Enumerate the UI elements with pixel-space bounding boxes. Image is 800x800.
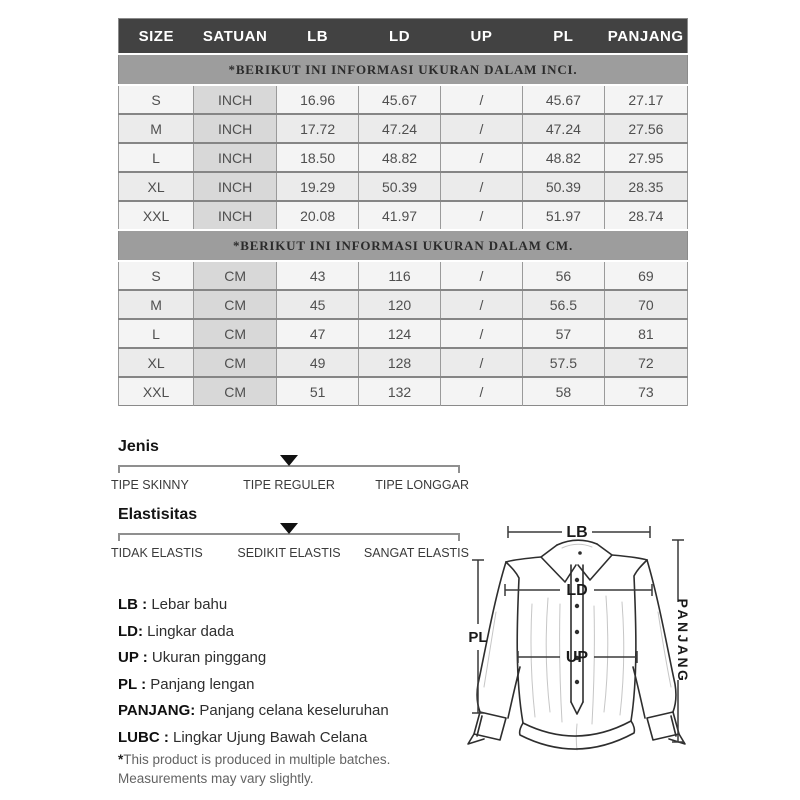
- lb-cell: 45: [277, 290, 359, 319]
- ld-cell: 45.67: [359, 85, 441, 114]
- jenis-title: Jenis: [118, 438, 159, 455]
- size-cell: M: [119, 290, 194, 319]
- legend-abbr: UP :: [118, 649, 148, 666]
- size-cell: M: [119, 114, 194, 143]
- satuan-cell: CM: [194, 377, 277, 406]
- up-measure-label: UP: [565, 649, 589, 666]
- placket-button: [575, 680, 579, 684]
- legend-item-lb: [118, 592, 389, 619]
- ld-cell: 124: [359, 319, 441, 348]
- legend-desc: Lebar bahu: [151, 596, 228, 613]
- up-measurement: [518, 649, 637, 666]
- legend-item-up: [118, 645, 389, 672]
- pl-cell: 50.39: [522, 172, 604, 201]
- legend-abbr: LB :: [118, 596, 148, 613]
- panjang-cell: 69: [604, 261, 687, 290]
- satuan-cell: INCH: [194, 114, 277, 143]
- lb-cell: 17.72: [277, 114, 359, 143]
- elastisitas-slider-labels: [111, 546, 469, 562]
- col-header-lb: LB: [277, 19, 359, 55]
- satuan-cell: INCH: [194, 201, 277, 230]
- footnote-star: *: [118, 752, 124, 767]
- jenis-option-skinny: TIPE SKINNY: [111, 478, 189, 492]
- table-row-cm-m: [119, 290, 688, 319]
- jenis-option-reguler: TIPE REGULER: [243, 478, 335, 492]
- elastisitas-option-tidak: TIDAK ELASTIS: [111, 546, 203, 560]
- jenis-slider-track: [118, 465, 460, 474]
- placket-button: [575, 604, 579, 608]
- ld-cell: 47.24: [359, 114, 441, 143]
- panjang-cell: 73: [604, 377, 687, 406]
- elastisitas-title: Elastisitas: [118, 506, 198, 523]
- ld-cell: 116: [359, 261, 441, 290]
- panjang-cell: 28.74: [604, 201, 687, 230]
- table-row-inch-xl: [119, 172, 688, 201]
- banner-inch-row: [119, 54, 688, 85]
- jenis-slider-labels: [111, 478, 469, 494]
- size-cell: S: [119, 261, 194, 290]
- panjang-measure-label: PANJANG: [675, 598, 691, 684]
- pl-cell: 58: [522, 377, 604, 406]
- table-row-inch-xxl: [119, 201, 688, 230]
- size-cell: L: [119, 143, 194, 172]
- legend-desc: Ukuran pinggang: [151, 649, 267, 666]
- pl-cell: 57.5: [522, 348, 604, 377]
- size-cell: XL: [119, 348, 194, 377]
- table-row-cm-s: [119, 261, 688, 290]
- lb-cell: 43: [277, 261, 359, 290]
- elastisitas-option-sangat: SANGAT ELASTIS: [363, 546, 469, 560]
- satuan-cell: INCH: [194, 172, 277, 201]
- lb-measure-label: LB: [566, 524, 588, 541]
- panjang-cell: 70: [604, 290, 687, 319]
- up-cell: /: [441, 85, 523, 114]
- size-cell: XXL: [119, 377, 194, 406]
- lb-cell: 51: [277, 377, 359, 406]
- lb-cell: 16.96: [277, 85, 359, 114]
- up-cell: /: [441, 261, 523, 290]
- col-header-panjang: PANJANG: [604, 19, 687, 55]
- table-row-cm-l: [119, 319, 688, 348]
- ld-measurement: [505, 582, 652, 599]
- legend-desc: Lingkar Ujung Bawah Celana: [173, 728, 368, 746]
- up-cell: /: [441, 201, 523, 230]
- elastisitas-option-sedikit: SEDIKIT ELASTIS: [237, 546, 341, 560]
- size-table: [118, 18, 688, 406]
- col-header-pl: PL: [522, 19, 604, 55]
- up-cell: /: [441, 143, 523, 172]
- shirt-wrinkle-lines: [484, 544, 671, 750]
- satuan-cell: INCH: [194, 85, 277, 114]
- table-row-cm-xxl: [119, 377, 688, 406]
- panjang-cell: 27.95: [604, 143, 687, 172]
- table-row-inch-m: [119, 114, 688, 143]
- satuan-cell: CM: [194, 261, 277, 290]
- footnote-line2: Measurements may vary slightly.: [118, 771, 314, 786]
- pl-measure-label: PL: [468, 629, 488, 646]
- lb-cell: 19.29: [277, 172, 359, 201]
- size-cell: XXL: [119, 201, 194, 230]
- footnote-line1-text: This product is produced in multiple batches.: [123, 752, 391, 767]
- up-cell: /: [441, 114, 523, 143]
- satuan-cell: CM: [194, 348, 277, 377]
- lb-cell: 47: [277, 319, 359, 348]
- collar-button: [578, 551, 582, 555]
- legend-abbr: LUBC :: [118, 728, 169, 746]
- panjang-measurement: [672, 540, 691, 742]
- ld-cell: 41.97: [359, 201, 441, 230]
- legend-abbr: PL :: [118, 675, 147, 693]
- size-cell: L: [119, 319, 194, 348]
- pl-cell: 51.97: [522, 201, 604, 230]
- placket-button: [575, 630, 579, 634]
- lb-cell: 20.08: [277, 201, 359, 230]
- lb-cell: 18.50: [277, 143, 359, 172]
- col-header-up: UP: [441, 19, 523, 55]
- pl-cell: 45.67: [522, 85, 604, 114]
- satuan-cell: CM: [194, 290, 277, 319]
- pl-cell: 47.24: [522, 114, 604, 143]
- shirt-outline: [468, 540, 685, 749]
- legend-item-pl: [118, 672, 389, 699]
- ld-cell: 128: [359, 348, 441, 377]
- legend-item-ld: [118, 619, 389, 646]
- table-row-inch-l: [119, 143, 688, 172]
- ld-cell: 132: [359, 377, 441, 406]
- up-cell: /: [441, 290, 523, 319]
- col-header-satuan: SATUAN: [194, 19, 277, 55]
- col-header-size: SIZE: [119, 19, 194, 55]
- jenis-option-longgar: TIPE LONGGAR: [375, 478, 469, 492]
- legend-desc: Panjang celana keseluruhan: [199, 702, 389, 719]
- table-row-cm-xl: [119, 348, 688, 377]
- measurement-legend: [118, 592, 389, 751]
- legend-abbr: PANJANG:: [118, 702, 196, 719]
- up-cell: /: [441, 377, 523, 406]
- banner-cm-row: [119, 230, 688, 261]
- footnote-line1: [118, 750, 390, 769]
- size-cell: XL: [119, 172, 194, 201]
- pl-cell: 48.82: [522, 143, 604, 172]
- elastisitas-slider-marker: [280, 523, 298, 534]
- panjang-cell: 72: [604, 348, 687, 377]
- legend-desc: Panjang lengan: [150, 675, 255, 693]
- panjang-cell: 28.35: [604, 172, 687, 201]
- satuan-cell: CM: [194, 319, 277, 348]
- lb-cell: 49: [277, 348, 359, 377]
- legend-desc: Lingkar dada: [147, 622, 234, 640]
- legend-abbr: LD:: [118, 622, 143, 640]
- shirt-measurement-diagram: [460, 512, 780, 800]
- legend-item-lubc: [118, 725, 389, 752]
- lb-measurement: [508, 524, 650, 541]
- ld-measure-label: LD: [566, 582, 588, 599]
- pl-cell: 56.5: [522, 290, 604, 319]
- col-header-ld: LD: [359, 19, 441, 55]
- panjang-cell: 27.56: [604, 114, 687, 143]
- satuan-cell: INCH: [194, 143, 277, 172]
- panjang-cell: 81: [604, 319, 687, 348]
- up-cell: /: [441, 348, 523, 377]
- pl-measurement: [468, 560, 487, 713]
- size-cell: S: [119, 85, 194, 114]
- up-cell: /: [441, 319, 523, 348]
- table-row-inch-s: [119, 85, 688, 114]
- up-cell: /: [441, 172, 523, 201]
- banner-cm-text: *BERIKUT INI INFORMASI UKURAN DALAM CM.: [119, 230, 688, 261]
- ld-cell: 48.82: [359, 143, 441, 172]
- pl-cell: 57: [522, 319, 604, 348]
- panjang-cell: 27.17: [604, 85, 687, 114]
- jenis-section: [111, 438, 469, 494]
- pl-cell: 56: [522, 261, 604, 290]
- jenis-slider-marker: [280, 455, 298, 466]
- table-header-row: [119, 19, 688, 55]
- ld-cell: 50.39: [359, 172, 441, 201]
- ld-cell: 120: [359, 290, 441, 319]
- elastisitas-slider-track: [118, 533, 460, 542]
- banner-inch-text: *BERIKUT INI INFORMASI UKURAN DALAM INCI.: [119, 54, 688, 85]
- elastisitas-section: [111, 506, 469, 562]
- legend-item-panjang: [118, 698, 389, 725]
- footnote: [118, 750, 390, 788]
